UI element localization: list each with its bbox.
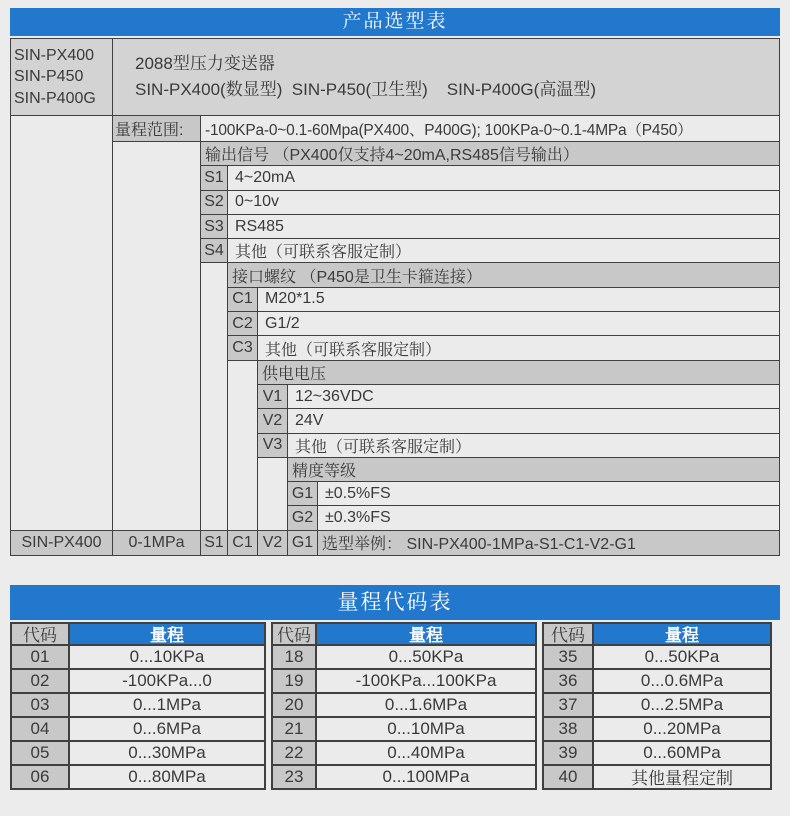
spacer-cell: [113, 142, 201, 531]
option-code-cell: V1: [258, 385, 288, 409]
code-cell: 35: [544, 646, 594, 670]
range-cell: -100KPa...100KPa: [317, 670, 537, 694]
code-cell: 18: [273, 646, 317, 670]
option-label-cell: 12~36VDC: [288, 385, 780, 409]
code-cell: 39: [544, 742, 594, 766]
code-cell: 22: [273, 742, 317, 766]
range-cell: 0...60MPa: [594, 742, 772, 766]
product-type-line: 2088型压力变送器: [135, 53, 275, 73]
option-code-cell: C2: [228, 312, 258, 336]
code-cell: 19: [273, 670, 317, 694]
option-label-cell: G1/2: [258, 312, 780, 336]
code-cell: 37: [544, 694, 594, 718]
range-value-cell: -100KPa-0~0.1-60Mpa(PX400、P400G); 100KPa-0~0.1-4MPa（P450）: [201, 116, 780, 142]
range-cell: 0...1MPa: [70, 694, 266, 718]
code-cell: 04: [12, 718, 70, 742]
range-label-cell: 量程范围:: [113, 116, 201, 142]
range-column-header: 量程: [70, 624, 266, 646]
option-label-cell: 其他（可联系客服定制）: [258, 336, 780, 360]
range-cell: 0...10KPa: [70, 646, 266, 670]
range-code-group-3: [542, 622, 772, 790]
thread-header: 接口螺纹 （P450是卫生卡箍连接）: [228, 263, 780, 287]
code-cell: 23: [273, 766, 317, 790]
code-cell: 06: [12, 766, 70, 790]
option-code-cell: C1: [228, 288, 258, 312]
option-code-cell: G2: [288, 506, 318, 530]
spacer-cell: [11, 116, 113, 531]
range-cell: 0...1.6MPa: [317, 694, 537, 718]
code-cell: 05: [12, 742, 70, 766]
range-cell: 0...100MPa: [317, 766, 537, 790]
example-range-cell: 0-1MPa: [113, 531, 201, 556]
option-label-cell: 其他（可联系客服定制）: [288, 434, 780, 458]
option-label-cell: M20*1.5: [258, 288, 780, 312]
option-code-cell: C3: [228, 336, 258, 360]
range-cell: 0...80MPa: [70, 766, 266, 790]
option-code-cell: V3: [258, 434, 288, 458]
model-name: SIN-P400G: [14, 89, 96, 107]
range-cell: 0...30MPa: [70, 742, 266, 766]
range-cell: 0...6MPa: [70, 718, 266, 742]
example-code-cell: G1: [288, 531, 318, 556]
range-cell: 0...40MPa: [317, 742, 537, 766]
code-cell: 21: [273, 718, 317, 742]
model-name: SIN-P450: [14, 68, 84, 86]
range-code-table: [10, 622, 780, 790]
accuracy-header: 精度等级: [288, 458, 780, 482]
range-code-group-2: [271, 622, 537, 790]
option-label-cell: ±0.5%FS: [318, 482, 780, 506]
example-code-cell: S1: [201, 531, 228, 556]
code-cell: 01: [12, 646, 70, 670]
code-cell: 38: [544, 718, 594, 742]
code-column-header: 代码: [273, 624, 317, 646]
code-cell: 20: [273, 694, 317, 718]
example-model-cell: SIN-PX400: [11, 531, 113, 556]
option-code-cell: V2: [258, 409, 288, 433]
code-cell: 02: [12, 670, 70, 694]
option-label-cell: ±0.3%FS: [318, 506, 780, 530]
spacer-cell: [258, 458, 288, 531]
selection-table-title: 产品选型表: [10, 8, 780, 36]
code-cell: 36: [544, 670, 594, 694]
example-text-cell: 选型举例： SIN-PX400-1MPa-S1-C1-V2-G1: [318, 531, 780, 556]
example-code-cell: V2: [258, 531, 288, 556]
option-label-cell: RS485: [228, 215, 780, 239]
code-column-header: 代码: [12, 624, 70, 646]
range-cell: 0...0.6MPa: [594, 670, 772, 694]
product-description-cell: [113, 39, 780, 116]
option-code-cell: S3: [201, 215, 228, 239]
power-header: 供电电压: [258, 361, 780, 385]
option-code-cell: G1: [288, 482, 318, 506]
model-list-cell: [11, 39, 113, 116]
code-cell: 03: [12, 694, 70, 718]
range-cell: 0...50KPa: [594, 646, 772, 670]
range-cell: 0...20MPa: [594, 718, 772, 742]
code-cell: 40: [544, 766, 594, 790]
range-cell: -100KPa...0: [70, 670, 266, 694]
range-column-header: 量程: [317, 624, 537, 646]
product-selection-table: [10, 38, 780, 556]
spacer-cell: [201, 263, 228, 530]
range-code-group-1: [10, 622, 266, 790]
option-label-cell: 其他（可联系客服定制）: [228, 239, 780, 263]
option-label-cell: 0~10v: [228, 191, 780, 215]
spacer-cell: [228, 361, 258, 531]
range-cell: 0...2.5MPa: [594, 694, 772, 718]
option-code-cell: S4: [201, 239, 228, 263]
example-code-cell: C1: [228, 531, 258, 556]
range-cell: 0...10MPa: [317, 718, 537, 742]
option-label-cell: 4~20mA: [228, 166, 780, 190]
model-name: SIN-PX400: [14, 46, 95, 64]
option-code-cell: S2: [201, 191, 228, 215]
option-label-cell: 24V: [288, 409, 780, 433]
product-variants-line: SIN-PX400(数显型) SIN-P450(卫生型) SIN-P400G(高温型): [135, 80, 596, 99]
code-column-header: 代码: [544, 624, 594, 646]
range-column-header: 量程: [594, 624, 772, 646]
range-cell: 0...50KPa: [317, 646, 537, 670]
output-signal-header: 输出信号 （PX400仅支持4~20mA,RS485信号输出）: [201, 142, 780, 166]
option-code-cell: S1: [201, 166, 228, 190]
range-cell: 其他量程定制: [594, 766, 772, 790]
range-code-table-title: 量程代码表: [10, 585, 780, 620]
